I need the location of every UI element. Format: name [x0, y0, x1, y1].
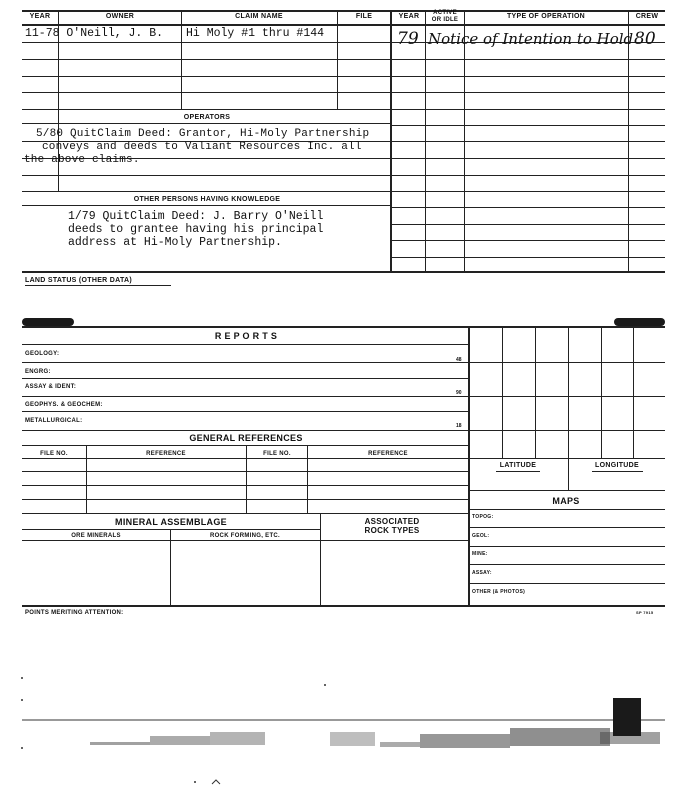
report-metallurgical: METALLURGICAL:	[25, 418, 83, 424]
scan-noise	[90, 728, 660, 748]
maps-other: OTHER (& PHOTOS)	[472, 589, 526, 595]
scan-blot	[613, 698, 641, 736]
operators-line-2: conveys and deeds to Valiant Resources Inc. all	[42, 141, 362, 153]
report-geophys: GEOPHYS. & GEOCHEM:	[25, 402, 103, 408]
other-persons-line-3: address at Hi-Moly Partnership.	[68, 236, 282, 249]
other-persons-title: OTHER PERSONS HAVING KNOWLEDGE	[133, 196, 281, 203]
maps-assay: ASSAY:	[472, 570, 492, 576]
gr-file-no-header: FILE NO.	[40, 451, 68, 457]
gr-reference-header: REFERENCE	[146, 451, 186, 457]
op-year-value: 79	[397, 29, 419, 49]
rock-forming-header: ROCK FORMING, ETC.	[209, 533, 281, 539]
claim-name-value: Hi Moly #1 thru #144	[186, 27, 325, 40]
associated-title-2: ROCK TYPES	[364, 526, 420, 535]
other-persons-line-1: 1/79 QuitClaim Deed: J. Barry O'Neill	[68, 210, 324, 223]
form-code: SP 7915	[636, 610, 654, 615]
reports-title: R E P O R T S	[214, 331, 278, 341]
report-geology-num: 48	[456, 357, 462, 363]
report-assay: ASSAY & IDENT:	[25, 384, 77, 390]
idle-header: OR IDLE	[431, 17, 459, 23]
latitude-label: LATITUDE	[499, 462, 537, 469]
crew-value: 80	[634, 29, 656, 49]
ore-minerals-header: ORE MINERALS	[71, 533, 121, 539]
gr-file-no2-header: FILE NO.	[263, 451, 291, 457]
maps-mine: MINE:	[472, 551, 488, 557]
general-references-title: GENERAL REFERENCES	[189, 433, 303, 443]
claim-year-owner: 11-78 O'Neill, J. B.	[25, 27, 164, 40]
associated-title-1: ASSOCIATED	[364, 517, 420, 526]
operators-line-3: the above claims.	[24, 154, 140, 166]
operators-line-1: 5/80 QuitClaim Deed: Grantor, Hi-Moly Partnership	[36, 128, 370, 140]
gr-reference2-header: REFERENCE	[368, 451, 408, 457]
active-header: ACTIVE	[433, 10, 457, 16]
type-of-operation-header: TYPE OF OPERATION	[506, 13, 586, 20]
op-type-value: Notice of Intention to Hold	[428, 30, 634, 48]
report-assay-num: 90	[456, 390, 462, 396]
other-persons-line-2: deeds to grantee having his principal	[68, 223, 324, 236]
claim-name-header: CLAIM NAME	[235, 13, 283, 20]
report-engrg: ENGRG:	[25, 369, 51, 375]
longitude-label: LONGITUDE	[595, 462, 639, 469]
crew-header: CREW	[635, 13, 659, 20]
maps-geol: GEOL:	[472, 533, 490, 539]
op-year-header: YEAR	[398, 13, 420, 20]
scan-artifact-strip	[0, 660, 678, 800]
mineral-assemblage-title: MINERAL ASSEMBLAGE	[115, 517, 227, 527]
maps-topog: TOPOG:	[472, 514, 494, 520]
report-metallurgical-num: 18	[456, 423, 462, 429]
maps-title: MAPS	[552, 496, 580, 506]
file-header: FILE	[355, 13, 373, 20]
year-header: YEAR	[29, 13, 51, 20]
points-meriting-label: POINTS MERITING ATTENTION:	[25, 610, 124, 616]
report-geology: GEOLOGY:	[25, 351, 60, 357]
operators-title: OPERATORS	[183, 114, 231, 121]
owner-header: OWNER	[105, 13, 135, 20]
land-status-label: LAND STATUS (OTHER DATA)	[25, 277, 133, 284]
